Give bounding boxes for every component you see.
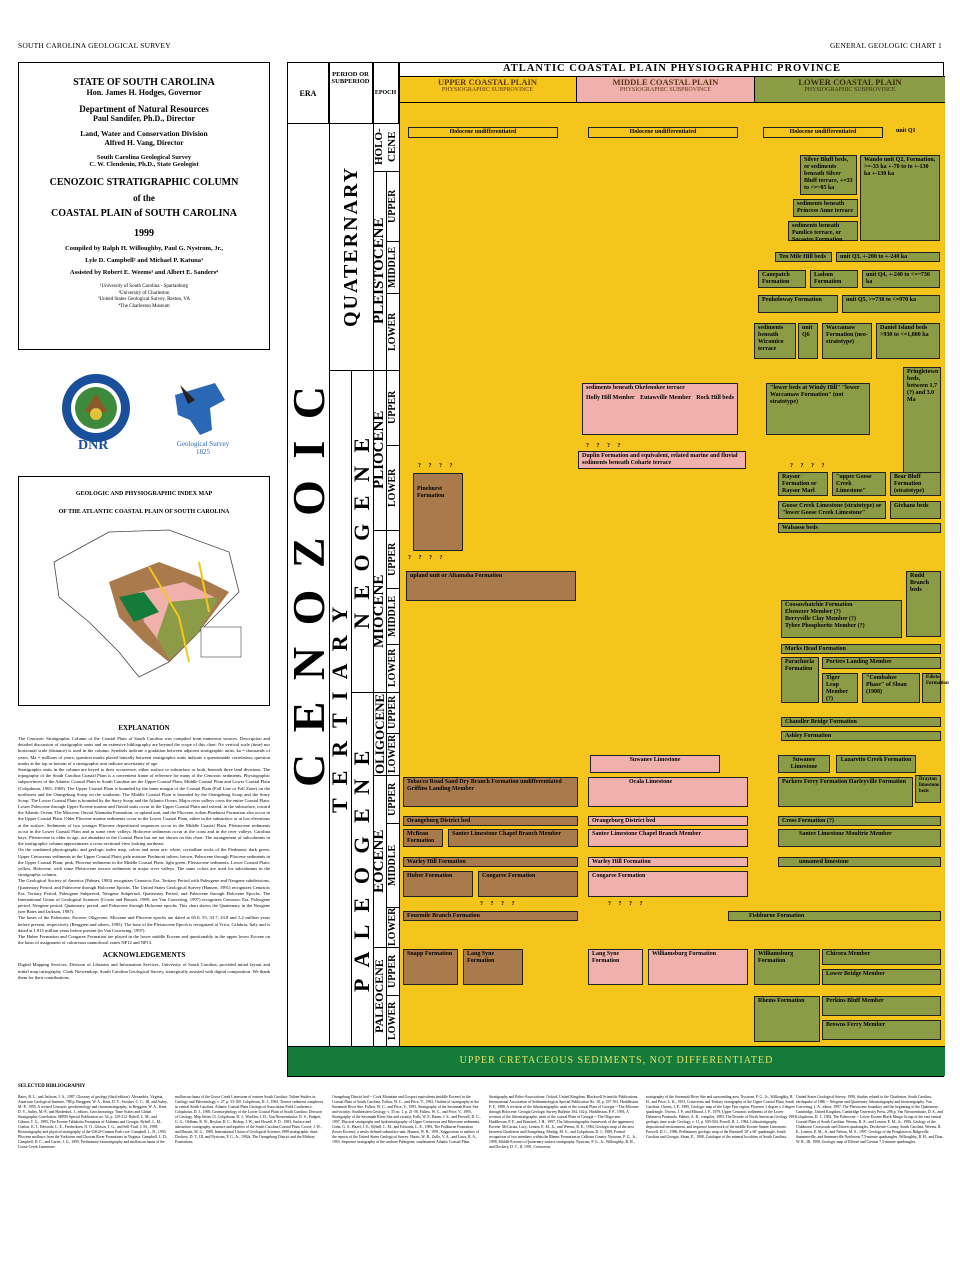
unit-williamsburg-middle: Williamsburg Formation <box>648 949 748 985</box>
bib-col-1 <box>18 1095 168 1275</box>
unit-parachucla: Parachucla Formation <box>781 657 819 703</box>
bib-col-3 <box>332 1095 482 1275</box>
explanation-p6: The Huber Formation and Congaree Formation are placed in the lower middle Eocene and questionably in the upper lower Eocene on the basis of assignment of calcareous nannofossil zones NP12 and NP13. <box>18 934 270 946</box>
bib-col-6 <box>796 1095 946 1275</box>
chart-body-line <box>399 63 400 1046</box>
explanation-panel <box>18 724 270 981</box>
epoch-oligocene: OLIGOCENE <box>372 693 387 774</box>
unit-goose-creek: Goose Creek Limestone (stratotype) or "lower Goose Creek Limestone" <box>778 501 886 519</box>
unit-holocene-lower: Holocene undifferentiated <box>763 127 883 138</box>
qmarks-6: ? ? ? ? <box>608 901 646 907</box>
lower-cp-label: LOWER COASTAL PLAIN <box>798 77 902 87</box>
unit-cross: Cross Formation (?) <box>778 816 941 826</box>
unit-q1: unit Q1 <box>893 127 941 138</box>
oligocene-upper: UPPER <box>387 695 398 730</box>
bibliography-heading: SELECTED BIBLIOGRAPHY <box>18 1084 86 1089</box>
unit-fishburne: Fishburne Formation <box>728 911 941 921</box>
chart-title-1: CENOZOIC STRATIGRAPHIC COLUMN <box>49 177 239 188</box>
unit-suwanee-lower: Suwanee Limestone <box>778 755 830 773</box>
affiliation-3: ³United States Geological Survey, Reston, VA <box>98 297 190 302</box>
bib-text-2: molluscan fauna of the Goose Creek Limestone of eastern South Carolina: Tulane Studies in Geology and Paleontology, v. 27, p. 53-100. Colquhoun, D. J., 1965, Terrace sediment complexes in central South Carolina: Atlantic Coastal Plain Geological Association Field Conference. Colquhoun, D. J., 1969, Geomorphology of the Lower Coastal Plain of South Carolina: Division of Geology, Map Series 15. Colquhoun, D. J., Woollen, I. D., Van Nieuwenhuise, D. S., Padgett, G. G., Oldham, R. W., Boylan, D. C., Bishop, J. W., and Howell, P. D., 1983, Surface and subsurface stratigraphy, structure and aquifers of the South Carolina Coastal Plain. Cowie, J. W., and Bassett, M. G., 1989, International Union of Geological Sciences 1989 stratigraphic chart. Dockery, D. T., III, and Nystrom, P. G., Jr., 1992a, The Orangeburg District and the Midway Formations. <box>175 1095 324 1144</box>
okefenokee-label: sediments beneath Okefenokee terrace <box>586 385 685 391</box>
map-title-1: GEOLOGIC AND PHYSIOGRAPHIC INDEX MAP <box>75 491 213 497</box>
bib-text-3: Orangeburg District bed -- Cook Mountain and Gosport equivalents (middle Eocene) in the Coastal Plain of South Carolina. Fallaw, W. C., and Price, V., 1992, Outline of stratigraphy at the Savannah River Site. Fallaw, W. C., and Price, V., 1995, Stratigraphy of the Savannah River Site and vicinity: Southeastern Geology, v. 35 no. 1, p. 21-58. Fallaw, W. C., and Price, V., 1995, Stratigraphy of the Savannah River Site and vicinity. Falls, W. F., Baum, J. S., and Prowell, D. C., 1997, Physical stratigraphy and hydrostratigraphy of Upper Cretaceous and Paleocene sediments. Gohn, G. S., Hazel, J. E., Bybell, L. M., and Edwards, L. E., 1983, The Fishburne Formation (lower Eocene), a newly defined subsurface unit. Hansen, W. R., 1991, Suggestions to authors of the reports of the United States Geological Survey. Harris, W. B., Zullo, V. A., and Laws, R. A., 1993, Sequence stratigraphy of the onshore Paleogene, southeastern Atlantic Coastal Plain. <box>332 1095 481 1144</box>
middle-cp-sub: PHYSIOGRAPHIC SUBPROVINCE <box>619 87 712 93</box>
explanation-p3: On the combined physiographic and geologic index map, colors and areas are: white, crystalline rocks of the Piedmont; dark green, Upper Cretaceous sediments in the Upper Coastal Plain; pale mixture Piedmont inliers; brown, Paleocene through Pliocene sediments in the Upper Coastal Plain; pink, Pliocene sediments in the Middle Coastal Plain; light green, Pleistocene sediments, Lower Coastal Plain; yellow, Holocene, with some Pleistocene terrace sediments in major river valleys. The same colors are used for subcolumns in the stratigraphic column. <box>18 847 270 878</box>
division-director: Alfred H. Vang, Director <box>104 138 184 147</box>
unit-congaree-upper: Congaree Formation <box>478 871 578 897</box>
bib-col-4 <box>489 1095 639 1275</box>
unit-princess-anne: sediments beneath Princess Anne terrace <box>793 199 858 217</box>
cretaceous-bar: UPPER CRETACEOUS SEDIMENTS, NOT DIFFERENTIATED <box>288 1046 945 1076</box>
pliocene-lower: LOWER <box>387 468 398 507</box>
stratigraphic-chart <box>283 62 949 1077</box>
unit-unnamed-limestone: unnamed limestone <box>778 857 941 867</box>
upper-cp-label: UPPER COASTAL PLAIN <box>437 77 538 87</box>
chart-title-2: of the <box>133 193 155 203</box>
berryville-label: Berryville Clay Member (?) <box>785 615 857 622</box>
period-tertiary: T E R T I A R Y <box>327 602 352 814</box>
unit-congaree-middle: Congaree Formation <box>588 871 748 897</box>
qmarks-3: ? ? ? ? <box>418 463 456 469</box>
miocene-middle: MIDDLE <box>387 595 398 637</box>
period-quaternary: QUATERNARY <box>340 165 362 328</box>
index-map-panel <box>18 476 270 706</box>
middle-cp-label: MIDDLE COASTAL PLAIN <box>612 77 719 87</box>
oligocene-lower: LOWER <box>387 734 398 774</box>
paleocene-lower: LOWER <box>387 1001 398 1040</box>
affiliation-1: ¹University of South Carolina - Spartanburg <box>100 284 188 289</box>
unit-fourmile-upper: Fourmile Branch Formation <box>403 911 578 921</box>
tybee-label: Tybee Phosphorite Member (?) <box>785 622 865 629</box>
rock-hill: Rock Hill beds <box>696 394 734 401</box>
explanation-p5: The bases of the Paleocene, Eocene, Oligocene, Miocene and Pliocene epochs are dated at 65.0, 55, 33.7, 23.8 and 5.2 million years before present, respectively (Berggren and others, 1995). The base of the Pleistocene Epoch is recognized at Vrica, Calabria, Italy and is dated at 1.815 million years before present (in Van Couvering, 1997). <box>18 915 270 933</box>
qmarks-5: ? ? ? ? <box>480 901 518 907</box>
bib-text-5: stratigraphy of the Savannah River Site and surrounding area. Nystrom, P. G., Jr., Willoughby, R. H., and Price, L. K., 1991, Cretaceous and Tertiary stratigraphy of the Upper Coastal Plain, South Carolina. Owens, J. P., 1989, Geologic map of the Cape Fear region, Florence 1 degree x 2 degree quadrangle. Owens, J. P., and Minard, J. P., 1979, Upper Cenozoic sediments of the Lower Delmarva Peninsula. Palmer, A. R., compiler, 1983, The Decade of North American Geology 1983 geologic time scale: Geology, v. 11, p. 503-504. Powell, R. J., 1984, Lithostratigraphy, depositional environment, and sequence framework of the middle Eocene Santee Limestone. Prowell, D. C., 1996, Preliminary geologic map of the Barnwell 30' x 60' quadrangle, South Carolina and Georgia. Sloan, E., 1908, Catalogue of the mineral localities of South Carolina. <box>646 1095 796 1139</box>
state-geologist: C. W. Clendenin, Ph.D., State Geologist <box>89 161 199 168</box>
unit-lang-syne-middle: Lang Syne Formation <box>588 949 643 985</box>
coosaw-label: Coosawhatchie Formation <box>785 602 853 608</box>
explanation-p4: The Geological Society of America (Palmer, 1983) recognizes Cenozoic Era, Tertiary Period with Paleogene and Neogene subdivisions, Quaternary Period, and Paleocene through Holocene Epochs. The United States Geological Survey (Hansen, 1991) recognizes Cenozoic Era, Tertiary Period, Paleogene Subperiod, Neogene Subperiod, Quaternary Period, and Paleocene through Holocene Epochs. The International Union of Geological Sciences (Cowie and Bassett, 1989; see Van Couvering, 1997) recognizes Cenozoic Era, Paleogene period, Neogene period, Quaternary period, and Paleocene through Holocene epochs. This chart shows the Quaternary in the Neogene (see Bates and Jackson, 1987). <box>18 878 270 915</box>
epoch-holocene: HOLO-CENE <box>373 128 398 166</box>
unit-waccamaw: Waccamaw Formation (neo-stratotype) <box>822 323 872 359</box>
survey-name: South Carolina Geological Survey <box>96 154 192 161</box>
ack-text: Digital Mapping Services, Division of Libraries and Information Services, University of South Carolina, provided initial layout and initial map cartography. Clark Niewendorp, South Carolina Geological Survey, strategically assisted with digital composition. We thank them for their contributions. <box>18 962 270 980</box>
division: Land, Water and Conservation Division <box>80 129 208 138</box>
qmarks-1: ? ? ? ? <box>586 443 624 449</box>
affiliation-2: ²University of Charleston <box>118 290 170 296</box>
pliocene-upper: UPPER <box>387 390 398 425</box>
unit-upland: upland unit or Altamaha Formation <box>406 571 576 601</box>
unit-huber: Huber Formation <box>403 871 473 897</box>
col-header-epoch: EPOCH <box>373 63 399 123</box>
unit-williamsburg-lower: Williamsburg Formation <box>754 949 820 985</box>
unit-suwanee-middle: Suwanee Limestone <box>590 755 720 773</box>
map-title-2: OF THE ATLANTIC COASTAL PLAIN OF SOUTH CAROLINA <box>58 509 230 515</box>
col-header-period: PERIOD OR SUBPERIOD <box>329 63 373 123</box>
unit-lower-bridge: Lower Bridge Member <box>822 969 941 985</box>
explanation-p2: Stratigraphic units in the column are keyed to their occurrence, either surface or subsurface or both, beneath three land divisions. The topography of the South Carolina Coastal Plain is a convenient frame of reference for many of the Cenozoic sediments. Physiographic subprovinces of the Atlantic Coastal Plain in South Carolina are the Upper Coastal Plain, Middle Coastal Plain and Lower Coastal Plain (Colquhoun, 1965, 1969). The Upper Coastal Plain is bounded by the inner margin of the Coastal Plain (Fall Line or Fall Zone) on the northwest and the Orangeburg Scarp on the southeast. The Middle Coastal Plain is bounded by the Orangeburg Scarp and the Surry Scarp. The Lower Coastal Plain is bounded by the Surry Scarp and the Atlantic Ocean. Major river valleys cross the entire Coastal Plain. Lower Paleocene through Upper Eocene marine and fluvial units occur in the Upper Coastal Plain and extend, in the subsurface, toward the Atlantic Ocean. The Miocene, fluvial Altamaha Formation, or upland unit, and the Pliocene, eolian Pinehurst Formation also occur in the Upper Coastal Plain. Older Pliocene marine sediments occur in the Lower Coastal Plain, either in the subsurface or at low elevations at the surface. Sediments of two younger Pliocene depositional sequences occur in the Middle Coastal Plain. Pleistocene sediments occur in the Lower Coastal Plain and in some river valleys. Holocene sediments occur at the coast and in the river valleys. Carolina bays, Pleistocene to older in age, are abundant in the Coastal Plain but are not shown on this chart. The arrangement of subcolumns in the stratigraphic column approximates a cross-sectional view looking northeast. <box>18 766 270 847</box>
unit-wicomico: sediments beneath Wicomico terrace <box>754 323 796 359</box>
unit-perkins-bluff: Perkins Bluff Member <box>822 996 941 1016</box>
unit-tenmile: Ten Mile Hill beds <box>775 252 832 262</box>
unit-wabasso: Wabasso beds <box>778 523 941 533</box>
chart-year: 1999 <box>134 228 154 239</box>
gs-caption-1: Geological Survey <box>176 440 230 448</box>
unit-santee-middle: Santee Limestone Chapel Branch Member <box>588 829 748 847</box>
lower-cp-header <box>755 77 945 103</box>
unit-rudd-branch: Rudd Branch beds <box>906 571 941 637</box>
dnr-seal-logo <box>60 372 132 444</box>
unit-holocene-upper: Holocene undifferentiated <box>408 127 558 138</box>
pleistocene-upper: UPPER <box>387 189 398 223</box>
unit-orangeburg-middle: Orangeburg District bed <box>588 816 748 826</box>
miocene-upper: UPPER <box>387 542 398 576</box>
unit-lazaretto: Lazaretto Creek Formation <box>836 755 916 773</box>
gs-caption-2: 1825 <box>196 448 210 457</box>
eocene-upper: UPPER <box>387 782 398 816</box>
bib-text-1: Bates, R. L., and Jackson, J. A., 1987, Glossary of geology (third edition): Alexandria, Virginia, American Geological Institute, 788 p. Berggren, W. A., Kent, D. V., Swisher, C. C., III, and Aubry, M.-P., 1995, A revised Cenozoic geochronology and chronostratigraphy, in Berggren, W. A., Kent, D. V., Aubry, M.-P., and Hardenbol, J., editors, Geochronology, Time Scales and Global Stratigraphic Correlation: SEPM Special Publication no. 54, p. 129-212. Bybell, L. M., and Gibson, T. G., 1985, The Eocene Tallahatta Formation of Alabama and Georgia. Bybell, L. M., Conlon, K. J., Edwards, L. E., Frederiksen, N. O., Gibson, T. G., and Self-Trail, J. M., 1998, Biostratigraphy and physical stratigraphy of the USGS-Cannon Park core. Campbell, L. D., 1993, Pliocene molluscs from the Yorktown and Chowan River Formations in Virginia. Campbell, L. D., Campbell, D. C., and Carter, J. G., 1995, Preliminary biostratigraphy and molluscan fauna of the Goose Creek Limestone. <box>18 1095 168 1149</box>
bib-text-4: Stratigraphy and Paleo-Associations: Oxford, United Kingdom, Blackwell Scientific Publications, International Association of Sedimentologists Special Publication No. 18, p. 537-561. Huddlestun, P. F., 1988, A revision of the lithostratigraphic units of the coastal Plain of Georgia -- The Miocene through Holocene: Georgia Geologic Survey Bulletin 104, 162 p. Huddlestun, P. F., 1993, A revision of the lithostratigraphic units of the coastal Plain of Georgia -- The Oligocene. Huddlestun, P. F., and Bonsteel, J. H., 1997, The lithostratigraphic framework of the uppermost Eocene. McCartan, Lucy, Lemon, E. M., Jr., and Weems, R. E., 1984, Geologic map of the area between Charleston and Orangeburg. Muthig, M. G., and Colquhoun, D. J., 1989, Formal recognition of two members within the Rhems Formation in Calhoun County. Nystrom, P. G., Jr., 1998, Middle Eocene to Quaternary surface stratigraphy. Nystrom, P. G., Jr., Willoughby, R. H., and Dockery, D. T., II, 1991, Cretaceous <box>489 1095 639 1149</box>
unit-windy-hill: "lower beds at Windy Hill" "lower Waccamaw Formation" (not stratotype) <box>766 383 870 435</box>
unit-combahee: "Combahee Phase" of Sloan (1908) <box>862 673 920 703</box>
eutawville: Eutawville Member <box>640 394 691 401</box>
unit-q5: unit Q5, >=730 to <=970 ka <box>842 295 940 313</box>
unit-snapp: Snapp Formation <box>403 949 458 985</box>
bib-text-6: United States Geological Survey, 1990, Studies related to the Charleston, South Carolina, earthquake of 1886 -- Neogene and Quaternary lithostratigraphy and biostratigraphy. Van Couvering, J. A., editor, 1997, The Pleistocene boundary and the beginning of the Quaternary: Cambridge, United Kingdom, Cambridge University Press, 296 p. Van Nieuwenhuise, D. S., and Colquhoun, D. J., 1982, The Paleocene -- Lower Eocene Black Mingo Group of the east central Coastal Plain of South Carolina. Weems, R. E., and Lemon, E. M., Jr., 1996, Geology of the Clubhouse Crossroads and Osborn quadrangles, Dorchester County, South Carolina. Weems, R. E., Lemon, E. M., Jr., and Nelson, M. S., 1997, Geology of the Pringletown, Ridgeville, Summerville, and Summerville Northwest 7.5-minute quadrangles. Willoughby, R. H., and Doar, W. R., III, 1998, Geologic map of Elloree and Creston 7.5-minute quadrangles. <box>796 1095 944 1144</box>
lower-cp-sub: PHYSIOGRAPHIC SUBPROVINCE <box>804 87 896 93</box>
paleocene-upper: UPPER <box>387 954 398 988</box>
unit-pinehurst: Pinehurst Formation <box>413 473 463 551</box>
upper-cp-header <box>399 77 577 103</box>
unit-rhems: Rhems Formation <box>754 996 820 1042</box>
miocene-lower: LOWER <box>387 648 398 688</box>
epoch-pleistocene: PLEISTOCENE <box>371 217 387 324</box>
assisted-line: Assisted by Robert E. Weems³ and Albert E. Sanders⁴ <box>69 269 219 276</box>
bib-col-2 <box>175 1095 325 1275</box>
department: Department of Natural Resources <box>79 104 209 114</box>
middle-cp-header <box>577 77 755 103</box>
unit-porters-landing: Porters Landing Member <box>822 657 941 669</box>
unit-daniel-island: Daniel Island beds >930 to <=1,800 ka <box>876 323 940 359</box>
governor: Hon. James H. Hodges, Governor <box>86 88 202 97</box>
epoch-pliocene: PLIOCENE <box>371 410 387 490</box>
pleistocene-middle: MIDDLE <box>387 246 398 288</box>
unit-raysor: Raysor Formation or Raysor Marl <box>778 472 828 496</box>
unit-mcbean: McBean Formation <box>403 829 443 847</box>
unit-edisto: Edisto Formation <box>922 673 941 703</box>
ebenezer-label: Ebenezer Member (?) <box>785 608 841 615</box>
subperiod-neogene: N E O G E N E <box>349 433 374 629</box>
unit-pamlico: sediments beneath Pamlico terrace, or Socastee Formation <box>788 221 858 241</box>
index-map-graphic <box>49 522 244 682</box>
unit-santee-upper: Santee Limestone Chapel Branch Member <box>448 829 578 847</box>
unit-browns-ferry: Browns Ferry Member <box>822 1020 941 1040</box>
unit-ladson: Ladson Formation <box>810 270 858 288</box>
unit-givhans: Givhans beds <box>890 501 941 519</box>
unit-duplin: Duplin Formation and equivalent, related marine and fluvial sediments beneath Coharie terrace <box>578 451 746 469</box>
unit-warley-middle: Warley Hill Formation <box>588 857 748 867</box>
eocene-middle: MIDDLE <box>387 844 398 886</box>
eocene-lower: LOWER <box>387 907 398 947</box>
unit-q6: unit Q6 <box>798 323 818 359</box>
unit-drayton: Drayton limestone beds <box>915 775 941 803</box>
unit-ocala: Ocala Limestone <box>588 777 748 807</box>
unit-orangeburg-upper: Orangeburg District bed <box>403 816 578 826</box>
unit-parkers-ferry: Parkers Ferry Formation Harleyville Formation <box>778 777 913 807</box>
unit-tiger-leap: Tiger Leap Member (?) <box>822 673 858 703</box>
compiled-line-2: Lyle D. Campbell² and Michael P. Katuna³ <box>85 257 203 264</box>
unit-q4: unit Q4, +-240 to <=~730 ka <box>862 270 940 288</box>
qmarks-4: ? ? ? ? <box>408 555 446 561</box>
affiliation-4: ⁴The Charleston Museum <box>118 303 170 309</box>
epoch-eocene: EOCENE <box>371 829 387 893</box>
upper-cp-sub: PHYSIOGRAPHIC SUBPROVINCE <box>441 87 534 93</box>
pleistocene-lower: LOWER <box>387 312 398 351</box>
unit-q3: unit Q3, +-200 to +-240 ka <box>836 252 940 262</box>
dnr-label: DNR <box>78 438 109 453</box>
unit-ashley: Ashley Formation <box>781 731 941 741</box>
unit-holocene-middle: Holocene undifferentiated <box>588 127 738 138</box>
col-header-era: ERA <box>288 63 329 123</box>
unit-tobacco-road: Tobacco Road Sand Dry Branch Formation undifferentiated Griffins Landing Member <box>403 777 578 807</box>
explanation-heading: EXPLANATION <box>118 724 170 732</box>
holly-hill: Holly Hill Member <box>586 394 635 401</box>
title-block <box>18 62 270 350</box>
epoch-miocene: MIOCENE <box>371 574 387 648</box>
unit-canepatch: Canepatch Formation <box>758 270 806 288</box>
unit-chandler-bridge: Chandler Bridge Formation <box>781 717 941 727</box>
header-left: SOUTH CAROLINA GEOLOGICAL SURVEY <box>18 41 171 50</box>
unit-marks-head: Marks Head Formation <box>781 644 941 654</box>
unit-upper-goose: "upper Goose Creek Limestone" <box>832 472 886 496</box>
director: Paul Sandifer, Ph.D., Director <box>93 114 195 123</box>
ack-heading: ACKNOWLEDGEMENTS <box>102 951 186 960</box>
state-title: STATE OF SOUTH CAROLINA <box>73 77 215 88</box>
chart-title-3: COASTAL PLAIN of SOUTH CAROLINA <box>51 208 237 219</box>
province-header: ATLANTIC COASTAL PLAIN PHYSIOGRAPHIC PROVINCE <box>399 63 945 77</box>
qmarks-2: ? ? ? ? <box>790 463 828 469</box>
epoch-paleocene: PALEOCENE <box>372 959 386 1034</box>
unit-penholoway: Penholoway Formation <box>758 295 838 313</box>
unit-wando: Wando unit Q2, Formation, >=-33 ka +-70 to to +-130 ka +-130 ka <box>860 155 940 241</box>
unit-pringletown: Pringletown beds, between 1.7 (?) and 3.0 Ma <box>903 367 941 473</box>
unit-silver-bluff: Silver Bluff beds, or sediments beneath Silver Bluff terrace, +=33 to <=~85 ka <box>800 155 857 195</box>
unit-lang-syne-upper: Lang Syne Formation <box>463 949 523 985</box>
unit-santee-lower: Santee Limestone Moultrie Member <box>778 829 941 847</box>
unit-okefenokee <box>582 383 738 435</box>
explanation-p1: The Cenozoic Stratigraphic Column of the Coastal Plain of South Carolina was compiled from numerous sources. Description and detailed discussion of stratigraphic units and an extensive bibliography are beyond the scope of this chart. No vertical scale (time) nor horizontal scale (distance) is used in the column. Symbols indicate a gradation between adjacent stratigraphic units; ka = thousands of years, Ma = millions of years; question marks placed laterally between stratigraphic units indicate a questionable correlation; question marks at the top or bottom of a stratigraphic unit indicate uncertainty of age. <box>18 736 270 766</box>
unit-bear-bluff: Bear Bluff Formation (stratotype) <box>890 472 941 496</box>
unit-warley-upper: Warley Hill Formation <box>403 857 578 867</box>
unit-chicora: Chicora Member <box>822 949 941 965</box>
subperiod-paleogene: P A L E O G E N E <box>349 746 374 992</box>
unit-coosawhatchie <box>781 600 902 638</box>
era-cenozoic: C E N O Z O I C <box>283 381 334 788</box>
bib-col-5 <box>646 1095 796 1275</box>
geological-survey-logo <box>170 380 230 440</box>
compiled-line-1: Compiled by Ralph H. Willoughby, Paul G. Nystrom, Jr., <box>65 245 223 252</box>
header-right: GENERAL GEOLOGIC CHART 1 <box>829 41 942 50</box>
geological-survey-caption <box>168 440 238 457</box>
